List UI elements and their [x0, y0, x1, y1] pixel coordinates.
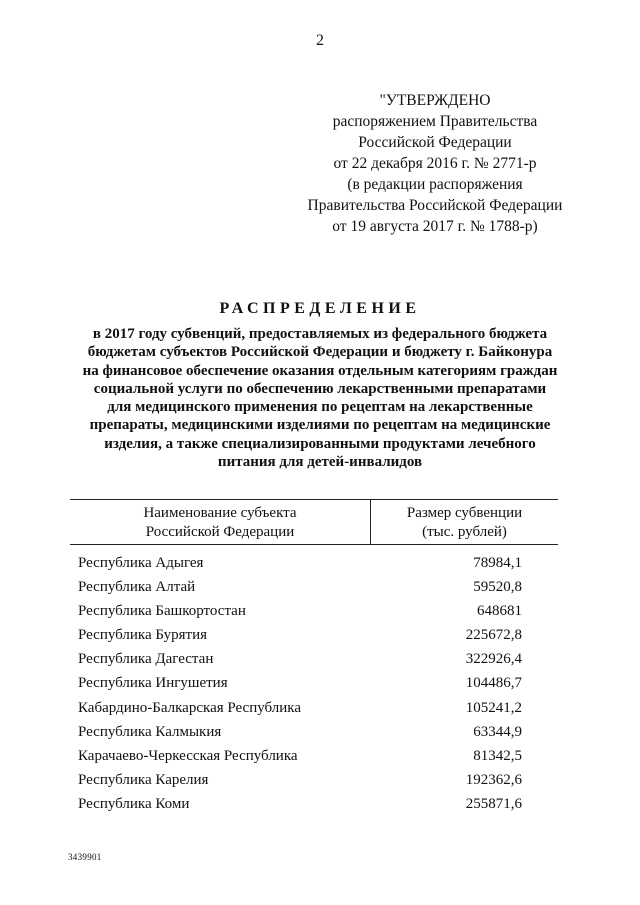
region-name: Республика Алтай [78, 579, 196, 596]
approval-line: (в редакции распоряжения [347, 176, 523, 193]
region-name: Республика Карелия [78, 771, 209, 788]
table-row [78, 575, 548, 599]
subtitle-line: изделия, а также специализированными продуктами лечебного [104, 435, 536, 452]
region-name: Республика Дагестан [78, 651, 214, 668]
table-row [78, 768, 548, 792]
column-header-amount [371, 500, 558, 544]
approval-line: Правительства Российской Федерации [307, 197, 563, 214]
document-code: 3439901 [68, 852, 102, 862]
subtitle-line: в 2017 году субвенций, предоставляемых из федерального бюджета [92, 326, 548, 342]
table-header [70, 499, 558, 545]
region-name: Республика Калмыкия [78, 723, 222, 740]
subtitle-line: питания для детей-инвалидов [217, 454, 423, 471]
subtitle-line: препараты, медицинскими изделиями по рецептам на медицинские [89, 417, 551, 434]
subtitle-line: на финансовое обеспечение оказания отдельным категориям граждан [82, 362, 558, 379]
approval-line: распоряжением Правительства [332, 113, 538, 130]
document-title: РАСПРЕДЕЛЕНИЕ [219, 300, 421, 317]
column-header-line: Наименование субъекта [143, 505, 297, 521]
table-row [78, 720, 548, 744]
region-name: Республика Адыгея [78, 555, 204, 571]
subvention-amount: 78984,1 [473, 555, 522, 571]
region-name: Республика Башкортостан [78, 603, 246, 620]
subvention-amount: 81342,5 [473, 747, 522, 764]
subtitle-line: социальной услуги по обеспечению лекарственными препаратами [93, 380, 547, 397]
subvention-amount: 105241,2 [465, 699, 522, 716]
table-row [78, 792, 548, 816]
subvention-amount: 59520,8 [473, 579, 522, 596]
table-row [78, 623, 548, 647]
region-name: Республика Бурятия [78, 627, 208, 644]
column-header-line: Российской Федерации [145, 524, 295, 540]
table-row [78, 647, 548, 671]
approval-line: от 22 декабря 2016 г. № 2771-р [333, 155, 537, 172]
approval-line: Российской Федерации [358, 134, 512, 151]
subtitle-line: бюджетам субъектов Российской Федерации и бюджету г. Байконура [87, 344, 553, 361]
document-subtitle [60, 325, 580, 471]
column-header-line: Размер субвенции [406, 505, 523, 521]
subvention-amount: 192362,6 [465, 771, 522, 788]
subvention-amount: 225672,8 [465, 627, 522, 644]
subvention-amount: 322926,4 [465, 651, 522, 668]
subvention-amount: 648681 [477, 603, 522, 620]
region-name: Республика Коми [78, 795, 190, 812]
approval-line: "УТВЕРЖДЕНО [379, 92, 491, 109]
region-name: Кабардино-Балкарская Республика [78, 699, 302, 716]
approval-line: от 19 августа 2017 г. № 1788-р) [332, 218, 538, 235]
subtitle-line: для медицинского применения по рецептам на лекарственные [107, 399, 533, 416]
region-name: Республика Ингушетия [78, 675, 228, 692]
subvention-amount: 104486,7 [465, 675, 522, 692]
column-header-region [70, 500, 371, 544]
column-header-line: (тыс. рублей) [422, 524, 507, 540]
table-body [78, 551, 548, 816]
table-row [78, 696, 548, 720]
table-row [78, 744, 548, 768]
table-row [78, 551, 548, 575]
approval-block [285, 90, 585, 237]
subvention-amount: 63344,9 [473, 723, 522, 740]
subvention-amount: 255871,6 [465, 795, 522, 812]
page-number: 2 [316, 32, 324, 49]
region-name: Карачаево-Черкесская Республика [78, 747, 298, 764]
table-row [78, 671, 548, 695]
table-row [78, 599, 548, 623]
